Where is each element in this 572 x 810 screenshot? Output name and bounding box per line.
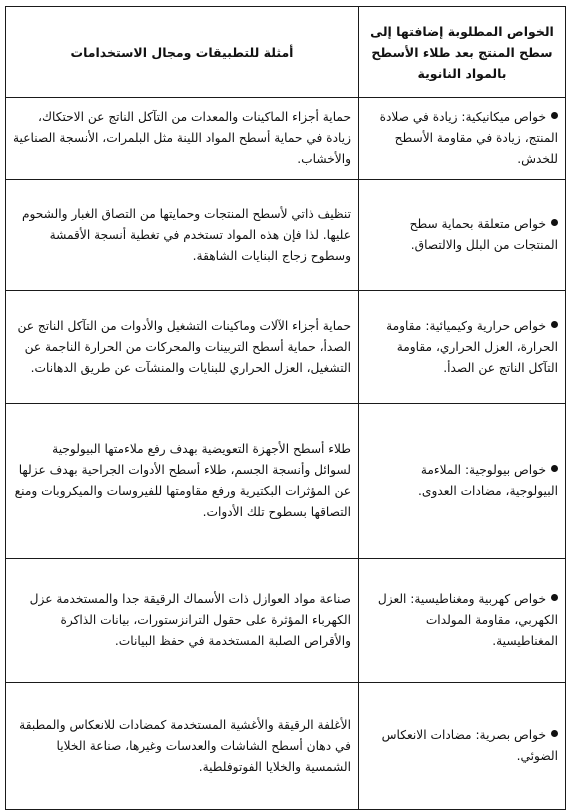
nano-coating-properties-table	[5, 6, 566, 810]
application-cell: طلاء أسطح الأجهزة التعويضية بهدف رفع ملاءمتها البيولوجية لسوائل وأنسجة الجسم، طلاء أسطح الأدوات الجراحية بهدف عزلها عن المؤثرات البكتيرية ورفع مقاومتها للفيروسات والميكروبات ومنع التصاقها بسطوح تلك الأدوات.	[6, 404, 359, 559]
property-text: خواص كهربية ومغناطيسية: العزل الكهربي، مقاومة المولدات المغناطيسية.	[377, 592, 558, 648]
property-text: خواص بيولوجية: الملاءمة البيولوجية، مضادات العدوى.	[418, 463, 558, 498]
application-cell: حماية أجزاء الآلات وماكينات التشغيل والأدوات من التآكل الناتج عن الصدأ، حماية أسطح التربينات والمحركات من الحرارة الناجمة عن التشغيل، العزل الحراري للبنايات والمنشآت عن طريق الدهانات.	[6, 291, 359, 404]
property-text: خواص بصرية: مضادات الانعكاس الضوئي.	[381, 728, 558, 763]
property-text: خواص متعلقة بحماية سطح المنتجات من البلل والالتصاق.	[409, 217, 558, 252]
table-row	[6, 98, 566, 180]
bullet-dot-icon	[551, 112, 558, 119]
property-text: خواص ميكانيكية: زيادة في صلادة المنتج، زيادة في مقاومة الأسطح للخدش.	[379, 110, 558, 166]
application-cell: صناعة مواد العوازل ذات الأسماك الرقيقة جدا والمستخدمة عزل الكهرباء المؤثرة على حقول الترانزستورات، بيانات الذاكرة والأقراص الصلبة المستخدمة في حفظ البيانات.	[6, 559, 359, 683]
table-header	[6, 7, 566, 98]
property-text: خواص حرارية وكيميائية: مقاومة الحرارة، العزل الحراري، مقاومة التآكل الناتج عن الصدأ.	[386, 318, 558, 375]
application-cell: الأغلفة الرقيقة والأغشية المستخدمة كمضادات للانعكاس والمطبقة في دهان أسطح الشاشات والعدسات وغيرها، صناعة الخلايا الشمسية والخلايا الفوتوفلطية.	[6, 683, 359, 810]
table-row	[6, 683, 566, 810]
property-cell	[359, 180, 566, 291]
table-row	[6, 559, 566, 683]
application-cell: تنظيف ذاتي لأسطح المنتجات وحمايتها من التصاق الغبار والشحوم عليها. لذا فإن هذه المواد تستخدم في تغطية أنسجة الأقمشة وسطوح زجاج البنايات الشاهقة.	[6, 180, 359, 291]
table-row	[6, 291, 566, 404]
bullet-dot-icon	[551, 321, 558, 328]
bullet-dot-icon	[551, 594, 558, 601]
property-cell	[359, 291, 566, 404]
header-properties: الخواص المطلوبة إضافتها إلى سطح المنتج بعد طلاء الأسطح بالمواد النانوية	[359, 7, 566, 98]
property-cell	[359, 404, 566, 559]
table-row	[6, 180, 566, 291]
document-page	[6, 6, 566, 772]
bullet-dot-icon	[551, 730, 558, 737]
header-applications: أمثلة للتطبيقات ومجال الاستخدامات	[6, 7, 359, 98]
table-body	[6, 98, 566, 810]
application-cell: حماية أجزاء الماكينات والمعدات من التآكل الناتج عن الاحتكاك، زيادة في حماية أسطح المواد اللينة مثل البلمرات، الأنسجة الصناعية والأخشاب.	[6, 98, 359, 180]
bullet-dot-icon	[551, 465, 558, 472]
property-cell	[359, 559, 566, 683]
header-row	[6, 7, 566, 98]
bullet-dot-icon	[551, 219, 558, 226]
table-row	[6, 404, 566, 559]
property-cell	[359, 683, 566, 810]
property-cell	[359, 98, 566, 180]
